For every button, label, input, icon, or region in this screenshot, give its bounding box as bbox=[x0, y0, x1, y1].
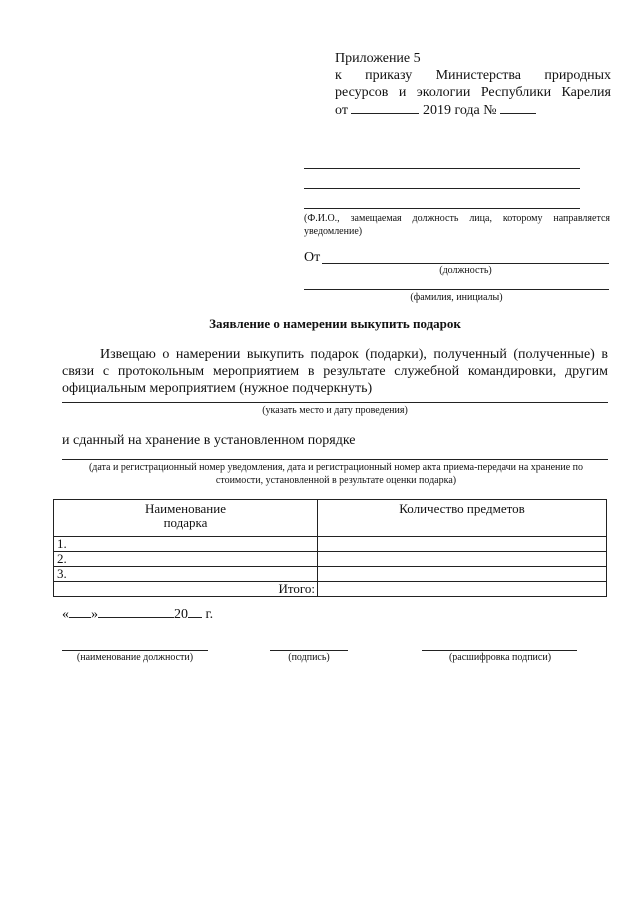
gift-name-cell[interactable] bbox=[54, 552, 318, 567]
decoding-signature-caption: (расшифровка подписи) bbox=[448, 652, 552, 663]
gift-name-header-label: Наименование подарка bbox=[145, 501, 226, 530]
year-blank[interactable] bbox=[188, 605, 202, 618]
recipient-caption: (Ф.И.О., замещаемая должность лица, которому направляется уведомление) bbox=[304, 213, 610, 237]
from-label: От bbox=[304, 250, 321, 265]
storage-line[interactable] bbox=[62, 459, 608, 460]
row-number: 1. bbox=[57, 536, 67, 551]
signature-caption: (подпись) bbox=[288, 652, 330, 663]
date-open-quote: « bbox=[62, 607, 69, 622]
storage-text: и сданный на хранение в установленном порядке bbox=[62, 433, 356, 448]
recipient-line-3[interactable] bbox=[304, 208, 580, 209]
appendix-number-blank[interactable] bbox=[500, 101, 536, 114]
appendix-date-prefix: от bbox=[335, 103, 348, 118]
total-value-cell[interactable] bbox=[318, 582, 607, 597]
date-line bbox=[62, 605, 213, 623]
appendix-date-line bbox=[335, 101, 611, 119]
day-blank[interactable] bbox=[69, 605, 91, 618]
storage-caption: (дата и регистрационный номер уведомления, дата и регистрационный номер акта приема-передачи на хранение по стоимости, установленной в результате оценки подарка) bbox=[88, 462, 584, 486]
gift-table bbox=[53, 499, 607, 597]
sender-position-caption: (должность) bbox=[439, 265, 492, 276]
appendix-block bbox=[335, 50, 611, 119]
gift-name-cell[interactable] bbox=[54, 567, 318, 582]
date-close-quote: » bbox=[91, 607, 98, 622]
total-label: Итого: bbox=[278, 581, 315, 596]
table-row bbox=[54, 567, 607, 582]
quantity-header-label: Количество предметов bbox=[399, 501, 525, 516]
sender-name-line[interactable] bbox=[304, 289, 609, 290]
position-signature-caption: (наименование должности) bbox=[76, 652, 194, 663]
row-number: 2. bbox=[57, 551, 67, 566]
total-label-cell bbox=[54, 582, 318, 597]
sender-name-caption: (фамилия, инициалы) bbox=[410, 292, 503, 303]
appendix-date-blank[interactable] bbox=[351, 101, 419, 114]
gift-name-header bbox=[54, 500, 318, 537]
quantity-cell[interactable] bbox=[318, 567, 607, 582]
place-date-caption: (указать место и дату проведения) bbox=[262, 405, 408, 416]
recipient-line-2[interactable] bbox=[304, 188, 580, 189]
table-row bbox=[54, 537, 607, 552]
quantity-cell[interactable] bbox=[318, 552, 607, 567]
row-number: 3. bbox=[57, 566, 67, 581]
year-suffix: г. bbox=[205, 607, 214, 622]
table-header-row bbox=[54, 500, 607, 537]
appendix-order-line: к приказу Министерства природных bbox=[335, 68, 611, 83]
quantity-header bbox=[318, 500, 607, 537]
document-title: Заявление о намерении выкупить подарок bbox=[209, 316, 461, 331]
month-blank[interactable] bbox=[98, 605, 174, 618]
quantity-cell[interactable] bbox=[318, 537, 607, 552]
appendix-number: Приложение 5 bbox=[335, 51, 421, 66]
appendix-year-label: 2019 года № bbox=[422, 103, 497, 118]
appendix-ministry-line: ресурсов и экологии Республики Карелия bbox=[335, 85, 611, 100]
gift-name-cell[interactable] bbox=[54, 537, 318, 552]
table-total-row bbox=[54, 582, 607, 597]
recipient-line-1[interactable] bbox=[304, 168, 580, 169]
body-paragraph: Извещаю о намерении выкупить подарок (подарки), полученный (полученные) в связи с протокольным мероприятием в результате служебной командировки, другим официальным мероприятием (нужное подчеркнуть) bbox=[62, 347, 608, 396]
table-row bbox=[54, 552, 607, 567]
year-prefix: 20 bbox=[174, 607, 188, 622]
place-date-line[interactable] bbox=[62, 402, 608, 403]
